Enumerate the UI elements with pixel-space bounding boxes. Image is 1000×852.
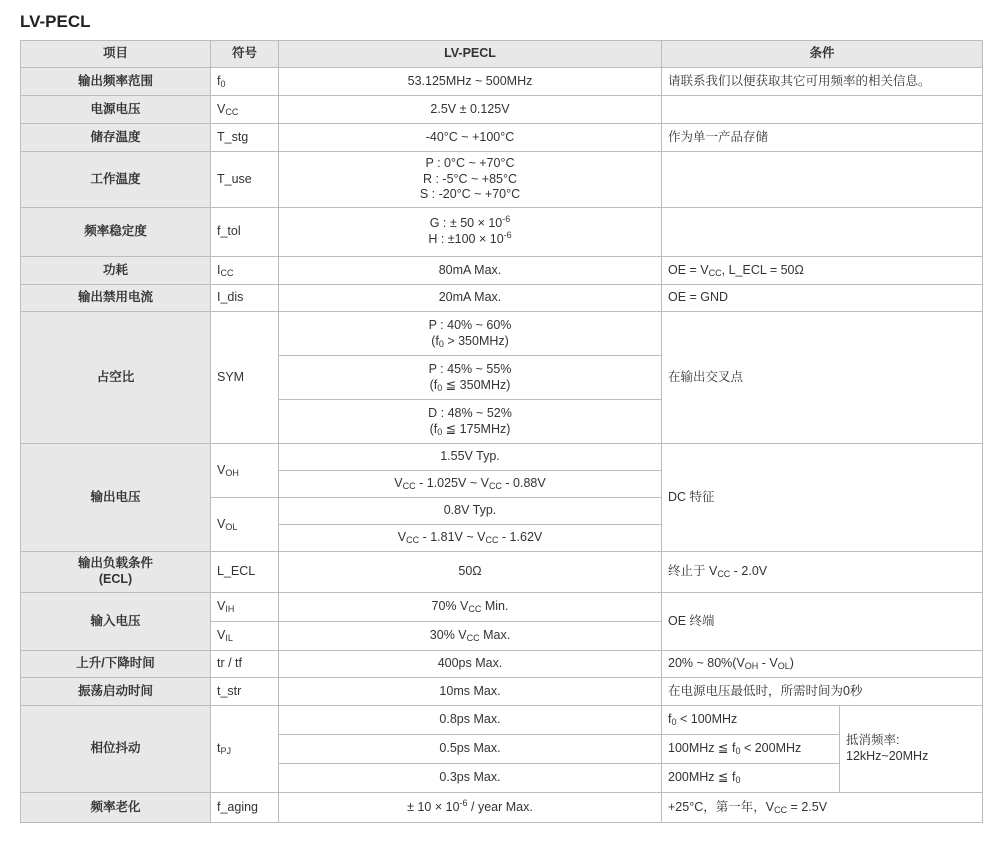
row-value: 2.5V ± 0.125V: [279, 96, 662, 124]
row-value: G : ± $50 \times 10^{-6}$ H : $\pm 100 \times 10^{-6}$: [279, 208, 662, 257]
row-value: 50Ω: [279, 552, 662, 593]
row-symbol: $V_{OL}$: [211, 498, 279, 552]
row-value: 53.125MHz ~ 500MHz: [279, 68, 662, 96]
row-label: 相位抖动: [21, 706, 211, 793]
row-symbol: $V_{IH}$: [211, 593, 279, 622]
row-condition: [662, 208, 983, 257]
table-row: [21, 208, 983, 257]
row-condition: OE = GND: [662, 285, 983, 312]
table-row: [21, 257, 983, 285]
row-condition: 200MHz ≦ $f_0$: [662, 764, 840, 793]
row-value: 0.3ps Max.: [279, 764, 662, 793]
table-row: [21, 96, 983, 124]
table-header-row: [21, 41, 983, 68]
table-row: [21, 444, 983, 471]
row-label: 电源电压: [21, 96, 211, 124]
page-title: LV-PECL: [20, 12, 91, 31]
row-label: 输出电压: [21, 444, 211, 552]
row-condition: DC 特征: [662, 444, 983, 552]
row-value: 20mA Max.: [279, 285, 662, 312]
row-condition: 在输出交叉点: [662, 312, 983, 444]
row-symbol: L_ECL: [211, 552, 279, 593]
row-value: 80mA Max.: [279, 257, 662, 285]
row-value: 0.8ps Max.: [279, 706, 662, 735]
row-value: P : 45% ~ 55% ($f_0$ ≦ 350MHz): [279, 356, 662, 400]
row-label: 储存温度: [21, 124, 211, 152]
row-symbol: f_aging: [211, 793, 279, 823]
row-condition: $f_0 < 100MHz$: [662, 706, 840, 735]
row-condition: 请联系我们以便获取其它可用频率的相关信息。: [662, 68, 983, 96]
row-label: 上升/下降时间: [21, 651, 211, 678]
row-symbol: $V_{CC}$: [211, 96, 279, 124]
row-value: P : 40% ~ 60% $(f_0 > 350MHz)$: [279, 312, 662, 356]
row-label: 频率稳定度: [21, 208, 211, 257]
table-row: [21, 68, 983, 96]
table-row: [21, 706, 983, 735]
row-value: -40°C ~ +100°C: [279, 124, 662, 152]
row-condition: 20% ~ $80\%(V_{OH} - V_{OL})$: [662, 651, 983, 678]
row-value: 70% $V_{CC}$ Min.: [279, 593, 662, 622]
row-value: 400ps Max.: [279, 651, 662, 678]
row-condition: OE 终端: [662, 593, 983, 651]
row-symbol: $V_{IL}$: [211, 622, 279, 651]
row-value: ± $10 \times 10^{-6}$ / year Max.: [279, 793, 662, 823]
row-symbol: $t_{PJ}$: [211, 706, 279, 793]
row-value: 30% $V_{CC}$ Max.: [279, 622, 662, 651]
row-value: D : 48% ~ 52% ($f_0$ ≦ 175MHz): [279, 400, 662, 444]
row-condition: 终止于 $V_{CC} - 2.0V$: [662, 552, 983, 593]
table-row: [21, 152, 983, 208]
table-row: [21, 312, 983, 356]
row-value: 0.8V Typ.: [279, 498, 662, 525]
row-condition: 在电源电压最低时，所需时间为0秒: [662, 678, 983, 706]
row-label: 输出负载条件 (ECL): [21, 552, 211, 593]
table-row: [21, 593, 983, 622]
row-label: 工作温度: [21, 152, 211, 208]
row-symbol: SYM: [211, 312, 279, 444]
header-symbol: 符号: [211, 41, 279, 68]
row-symbol: T_use: [211, 152, 279, 208]
row-symbol: T_stg: [211, 124, 279, 152]
row-condition: 作为单一产品存储: [662, 124, 983, 152]
row-symbol: t_str: [211, 678, 279, 706]
row-value: $V_{CC} - 1.025V$ ~ $V_{CC} - 0.88V$: [279, 471, 662, 498]
row-value: $V_{CC} - 1.81V$ ~ $V_{CC} - 1.62V$: [279, 525, 662, 552]
row-label: 占空比: [21, 312, 211, 444]
header-item: 项目: [21, 41, 211, 68]
table-row: [21, 124, 983, 152]
row-symbol: $f_0$: [211, 68, 279, 96]
table-row: [21, 552, 983, 593]
table-row: [21, 285, 983, 312]
row-condition: [662, 152, 983, 208]
row-condition: +25°C，第一年，$V_{CC} = 2.5V$: [662, 793, 983, 823]
row-label: 频率老化: [21, 793, 211, 823]
table-row: [21, 651, 983, 678]
table-row: [21, 678, 983, 706]
row-value: 1.55V Typ.: [279, 444, 662, 471]
header-condition: 条件: [662, 41, 983, 68]
row-label: 输出频率范围: [21, 68, 211, 96]
row-symbol: tr / tf: [211, 651, 279, 678]
row-condition: [662, 96, 983, 124]
row-label: 功耗: [21, 257, 211, 285]
table-row: [21, 793, 983, 823]
spec-table: [20, 40, 983, 823]
row-value: P : 0°C ~ +70°C R : -5°C ~ +85°C S : -20°C ~ +70°C: [279, 152, 662, 208]
row-label: 振荡启动时间: [21, 678, 211, 706]
jitter-band-cell: 抵消频率: 12kHz~20MHz: [840, 706, 983, 793]
row-symbol: I_dis: [211, 285, 279, 312]
row-value: 10ms Max.: [279, 678, 662, 706]
header-value: LV-PECL: [279, 41, 662, 68]
row-value: 0.5ps Max.: [279, 735, 662, 764]
row-symbol: $V_{OH}$: [211, 444, 279, 498]
row-symbol: $I_{CC}$: [211, 257, 279, 285]
row-symbol: f_tol: [211, 208, 279, 257]
row-label: 输入电压: [21, 593, 211, 651]
row-condition: 100MHz ≦ $f_0 < 200MHz$: [662, 735, 840, 764]
row-label: 输出禁用电流: [21, 285, 211, 312]
row-condition: OE = $V_{CC}$, L_ECL = 50Ω: [662, 257, 983, 285]
